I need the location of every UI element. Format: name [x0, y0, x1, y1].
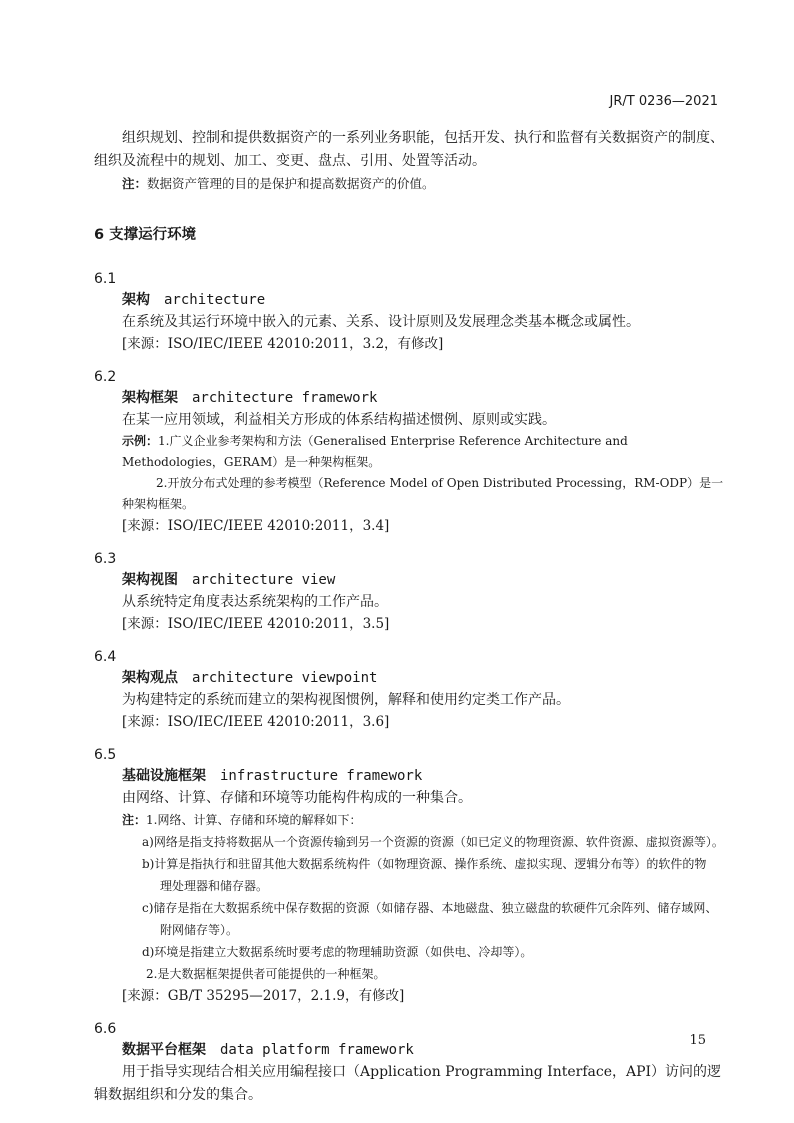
term-en: architecture framework — [192, 390, 378, 406]
note-item-b-line1: b)计算是指执行和驻留其他大数据系统构件（如物理资源、操作系统、虚拟实现、逻辑分布等）的软件的物 — [142, 857, 707, 871]
intro-note — [122, 173, 730, 195]
note-1-text: 1.网络、计算、存储和环境的解释如下： — [146, 813, 362, 827]
term-zh: 数据平台框架 — [122, 1042, 206, 1058]
term-source: [来源：ISO/IEC/IEEE 42010:2011，3.4] — [122, 518, 390, 534]
term-number: 6.3 — [94, 551, 117, 567]
note-item-b-line2: 理处理器和储存器。 — [160, 879, 269, 893]
note-label: 注： — [122, 813, 147, 827]
term-zh: 架构视图 — [122, 572, 178, 588]
example-label: 示例： — [122, 434, 159, 448]
page-content — [94, 127, 730, 1107]
term-zh: 架构 — [122, 292, 150, 308]
term-number: 6.5 — [94, 747, 117, 763]
term-title — [122, 569, 730, 591]
example-text: 1.广义企业参考架构和方法（Generalised Enterprise Reference Architecture and Methodologies，GERAM）是一种架构框架。 — [122, 434, 628, 469]
term-title — [122, 387, 730, 409]
term-definition: 用于指导实现结合相关应用编程接口（Application Programming Interface，API）访问的逻辑数据组织和分发的集合。 — [94, 1064, 722, 1103]
example-1 — [122, 431, 730, 473]
term-source: [来源：ISO/IEC/IEEE 42010:2011，3.5] — [122, 616, 390, 632]
example-2: 2.开放分布式处理的参考模型（Reference Model of Open Distributed Processing，RM-ODP）是一种架构框架。 — [122, 476, 724, 511]
term-title — [122, 289, 730, 311]
term-number: 6.2 — [94, 369, 117, 385]
note-text: 数据资产管理的目的是保护和提高数据资产的价值。 — [147, 176, 435, 191]
section-heading: 6 支撑运行环境 — [94, 227, 197, 243]
note-label: 注： — [122, 176, 148, 191]
term-en: data platform framework — [220, 1042, 414, 1058]
term-title — [122, 765, 730, 787]
term-en: architecture viewpoint — [192, 670, 378, 686]
term-zh: 基础设施框架 — [122, 768, 206, 784]
term-source: [来源：ISO/IEC/IEEE 42010:2011，3.6] — [122, 714, 390, 730]
note-item-b — [142, 853, 730, 897]
note-item-d: d)环境是指建立大数据系统时要考虑的物理辅助资源（如供电、冷却等）。 — [142, 945, 533, 959]
note-item-a: a)网络是指支持将数据从一个资源传输到另一个资源的资源（如已定义的物理资源、软件资源、虚拟资源等）。 — [142, 835, 724, 849]
term-source: [来源：ISO/IEC/IEEE 42010:2011，3.2，有修改] — [122, 336, 444, 352]
note-item-c-line2: 附网储存等）。 — [160, 923, 239, 937]
term-definition: 由网络、计算、存储和环境等功能构件构成的一种集合。 — [122, 790, 472, 806]
term-number: 6.1 — [94, 271, 117, 287]
intro-paragraph: 组织规划、控制和提供数据资产的一系列业务职能，包括开发、执行和监督有关数据资产的制度、组织及流程中的规划、加工、变更、盘点、引用、处置等活动。 — [94, 130, 724, 169]
term-source: [来源：GB/T 35295—2017，2.1.9，有修改] — [122, 988, 405, 1004]
term-number: 6.6 — [94, 1021, 117, 1037]
document-code: JR/T 0236—2021 — [609, 94, 718, 109]
term-en: architecture view — [192, 572, 336, 588]
note-1 — [122, 809, 730, 831]
term-definition: 从系统特定角度表达系统架构的工作产品。 — [122, 594, 388, 610]
term-title — [122, 1039, 730, 1061]
note-2: 2.是大数据框架提供者可能提供的一种框架。 — [146, 967, 386, 981]
term-zh: 架构观点 — [122, 670, 178, 686]
page-number: 15 — [689, 1033, 706, 1048]
term-definition: 在系统及其运行环境中嵌入的元素、关系、设计原则及发展理念类基本概念或属性。 — [122, 314, 640, 330]
term-title — [122, 667, 730, 689]
note-item-c — [142, 897, 730, 941]
note-item-c-line1: c)储存是指在大数据系统中保存数据的资源（如储存器、本地磁盘、独立磁盘的软硬件冗余阵列、储存域网、 — [142, 901, 718, 915]
term-en: architecture — [164, 292, 266, 308]
term-zh: 架构框架 — [122, 390, 178, 406]
term-number: 6.4 — [94, 649, 117, 665]
term-en: infrastructure framework — [220, 768, 423, 784]
term-definition: 为构建特定的系统而建立的架构视图惯例，解释和使用约定类工作产品。 — [122, 692, 570, 708]
term-definition: 在某一应用领域，利益相关方形成的体系结构描述惯例、原则或实践。 — [122, 412, 556, 428]
